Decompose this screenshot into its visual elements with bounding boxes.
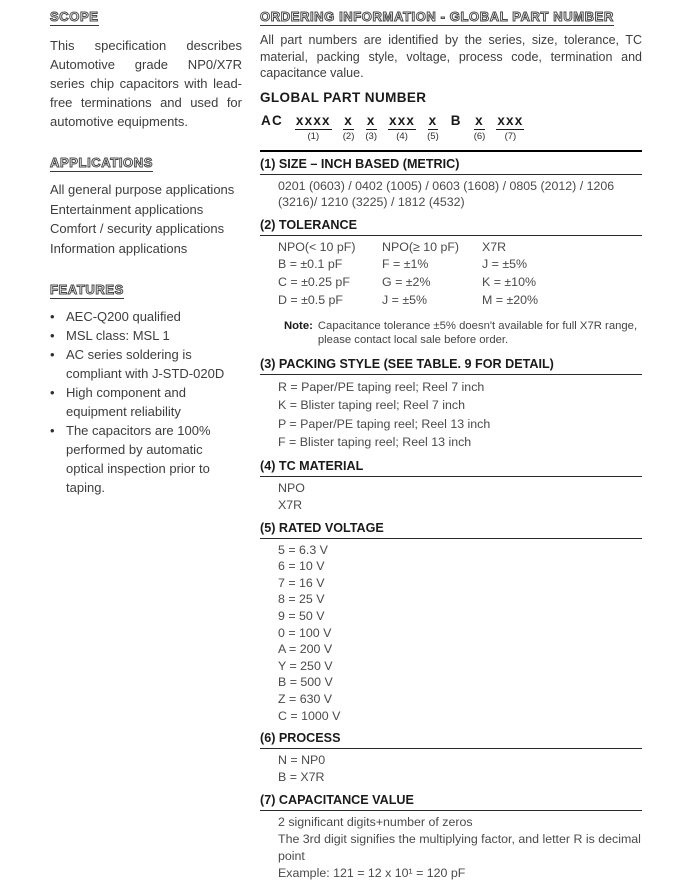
bullet-icon: • [50,421,66,497]
table-header-cell: NPO(≥ 10 pF) [382,239,482,257]
part-number-group [365,112,377,142]
section-line: Example: 121 = 12 x 10¹ = 120 pF [278,865,642,882]
section-title: (5) RATED VOLTAGE [260,516,642,538]
feature-item [50,307,242,326]
section-line: N = NP0 [278,752,642,769]
left-column [50,8,242,883]
section-line: C = 1000 V [278,708,642,725]
section-body [260,539,642,727]
note-line: Capacitance tolerance ±5% doesn't available for full X7R range, [318,319,637,334]
part-number-code: x [474,113,485,130]
table-cell: J = ±5% [382,292,482,310]
table-cell: C = ±0.25 pF [278,274,382,292]
scope-section [50,8,242,131]
section-line: 0201 (0603) / 0402 (1005) / 0603 (1608) / 0805 (2012) / 1206 (3216)/ 1210 (3225) / 1812 (4532) [278,178,642,211]
note-lines [318,319,637,348]
application-item: Entertainment applications [50,200,242,220]
ordering-information-heading: ORDERING INFORMATION - GLOBAL PART NUMBER [260,9,614,26]
tolerance-table [278,239,642,310]
note-line: please contact local sale before order. [318,333,637,348]
section-line: 5 = 6.3 V [278,542,642,559]
part-number-index: (4) [388,132,416,142]
table-cell: B = ±0.1 pF [278,256,382,274]
feature-text: MSL class: MSL 1 [66,326,242,345]
bullet-icon: • [50,307,66,326]
part-number-index: (5) [427,132,439,142]
applications-heading: APPLICATIONS [50,155,153,172]
section-line: 0 = 100 V [278,625,642,642]
part-number-group [427,112,439,142]
section-line: B = 500 V [278,674,642,691]
section-line: 8 = 25 V [278,591,642,608]
part-number-code: B [450,113,463,128]
application-item: Information applications [50,239,242,259]
section-size [260,152,642,213]
section-tolerance [260,213,642,352]
table-cell: K = ±10% [482,274,642,292]
applications-list [50,180,242,258]
feature-item [50,383,242,421]
section-line: A = 200 V [278,641,642,658]
table-cell: J = ±5% [482,256,642,274]
section-title: (6) PROCESS [260,726,642,748]
bullet-icon: • [50,345,66,383]
feature-item [50,326,242,345]
section-line: 6 = 10 V [278,558,642,575]
part-number-diagram [260,112,642,142]
table-header-cell: NPO(< 10 pF) [278,239,382,257]
section-line: X7R [278,497,642,514]
table-header-cell: X7R [482,239,642,257]
table-cell: M = ±20% [482,292,642,310]
section-body [260,477,642,516]
part-number-code: xxx [496,113,524,130]
part-number-code: x [343,113,354,130]
section-body [260,749,642,788]
application-item: Comfort / security applications [50,219,242,239]
section-line: 7 = 16 V [278,575,642,592]
section-line: K = Blister taping reel; Reel 7 inch [278,396,642,415]
feature-text: High component and equipment reliability [66,383,242,421]
section-line: 9 = 50 V [278,608,642,625]
part-number-code: xxxx [295,113,332,130]
scope-heading: SCOPE [50,9,99,26]
feature-text: The capacitors are 100% performed by automatic optical inspection prior to taping. [66,421,242,497]
bullet-icon: • [50,326,66,345]
global-part-number-title: GLOBAL PART NUMBER [260,90,642,105]
section-body [260,811,642,883]
section-body [260,236,642,352]
features-heading: FEATURES [50,282,124,299]
features-section [50,281,242,497]
part-number-index: (6) [474,132,486,142]
applications-section [50,154,242,258]
section-line: F = Blister taping reel; Reel 13 inch [278,433,642,452]
application-item: All general purpose applications [50,180,242,200]
part-number-group [388,112,416,142]
table-cell: G = ±2% [382,274,482,292]
section-line: R = Paper/PE taping reel; Reel 7 inch [278,378,642,397]
part-number-group [260,112,284,130]
section-title: (4) TC MATERIAL [260,454,642,476]
table-cell: F = ±1% [382,256,482,274]
section-tc-material [260,454,642,516]
bullet-icon: • [50,383,66,421]
scope-body-text: This specification describes Automotive grade NP0/X7R series chip capacitors with lead-free terminations and used for automotive equipments. [50,36,242,131]
section-title: (3) PACKING STYLE (SEE TABLE. 9 FOR DETAIL) [260,352,642,374]
part-number-group [343,112,355,142]
section-body [260,175,642,213]
feature-text: AC series soldering is compliant with J-STD-020D [66,345,242,383]
part-number-code: xxx [388,113,416,130]
section-packing-style [260,352,642,454]
part-number-group [496,112,524,142]
section-title: (7) CAPACITANCE VALUE [260,788,642,810]
section-line: 2 significant digits+number of zeros [278,814,642,831]
section-capacitance-value [260,788,642,883]
section-title: (1) SIZE – INCH BASED (METRIC) [260,152,642,174]
note-label: Note: [284,319,313,348]
ordering-intro-text: All part numbers are identified by the series, size, tolerance, TC material, packing style, voltage, process code, termination and capacitance value. [260,32,642,82]
part-number-index: (1) [295,132,332,142]
section-rated-voltage [260,516,642,727]
part-number-index: (7) [496,132,524,142]
part-number-group [450,112,463,130]
part-number-group [295,112,332,142]
note-block [284,319,642,348]
part-number-code: x [428,113,439,130]
section-line: Z = 630 V [278,691,642,708]
section-title: (2) TOLERANCE [260,213,642,235]
part-number-code: x [366,113,377,130]
feature-item [50,421,242,497]
section-line: P = Paper/PE taping reel; Reel 13 inch [278,415,642,434]
part-number-code: AC [260,113,284,128]
section-body [260,375,642,454]
part-number-index: (2) [343,132,355,142]
section-line: B = X7R [278,769,642,786]
ordering-sections [260,152,642,883]
right-column [260,8,642,883]
part-number-index: (3) [365,132,377,142]
section-process [260,726,642,788]
section-line: Y = 250 V [278,658,642,675]
section-line: The 3rd digit signifies the multiplying factor, and letter R is decimal point [278,831,642,865]
features-list [50,307,242,497]
feature-text: AEC-Q200 qualified [66,307,242,326]
section-line: NPO [278,480,642,497]
part-number-group [474,112,486,142]
feature-item [50,345,242,383]
table-cell: D = ±0.5 pF [278,292,382,310]
